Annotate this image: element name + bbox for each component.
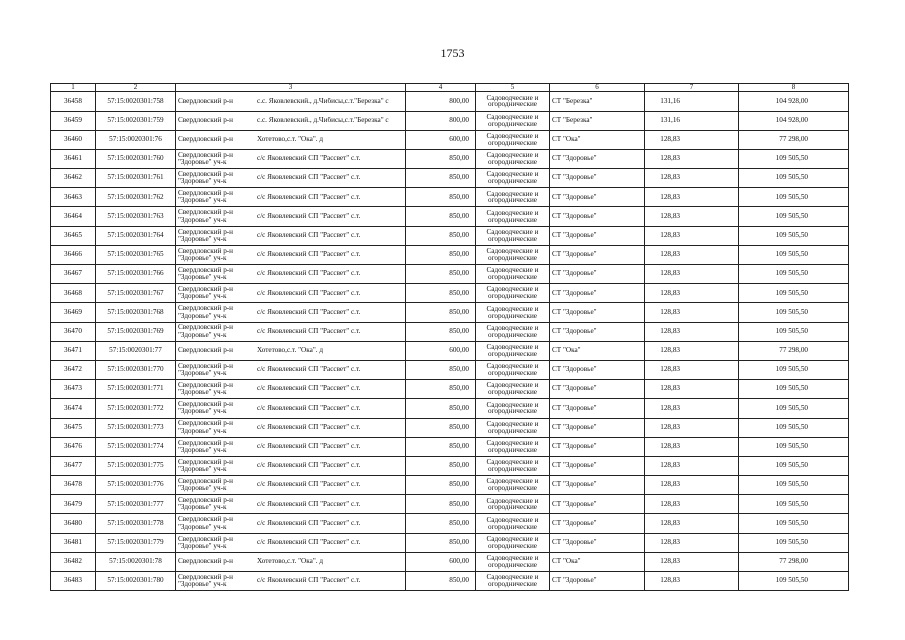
- table-row: [51, 456, 849, 475]
- row-number-cell: 36470: [51, 322, 96, 341]
- address-text: с/с Яковлевский СП "Рассвет" с.т.: [257, 155, 361, 163]
- district-text: Свердловский р-н "Здоровье" уч-к: [178, 572, 234, 589]
- rate-cell: 128,83: [645, 265, 739, 284]
- cadastral-value-cell: 109 505,50: [739, 476, 849, 495]
- column-header: 5: [476, 84, 550, 92]
- rate-cell: 128,83: [645, 284, 739, 303]
- location-cell: [176, 514, 406, 533]
- location-cell: [176, 552, 406, 571]
- table-row: [51, 245, 849, 264]
- cadastral-number-cell: 57:15:0020301:773: [96, 418, 176, 437]
- cadastral-number-cell: 57:15:0020301:769: [96, 322, 176, 341]
- land-use-cell: Садоводческие и огороднические: [476, 476, 550, 495]
- address-text: с/с Яковлевский СП "Рассвет" с.т.: [257, 443, 361, 451]
- address-text: с/с Яковлевский СП "Рассвет" с.т.: [257, 327, 361, 335]
- area-cell: 850,00: [406, 418, 476, 437]
- row-number-cell: 36463: [51, 188, 96, 207]
- cadastral-number-cell: 57:15:0020301:762: [96, 188, 176, 207]
- rate-cell: 128,83: [645, 418, 739, 437]
- address-text: Хотетово,с.т. "Ока". д: [257, 136, 324, 144]
- organization-cell: СТ "Здоровье": [550, 456, 645, 475]
- land-use-cell: Садоводческие и огороднические: [476, 226, 550, 245]
- table-row: [51, 418, 849, 437]
- table-row: [51, 188, 849, 207]
- table-row: [51, 533, 849, 552]
- rate-cell: 128,83: [645, 572, 739, 591]
- location-cell: [176, 265, 406, 284]
- location-cell: [176, 456, 406, 475]
- land-use-cell: Садоводческие и огороднические: [476, 245, 550, 264]
- table-row: [51, 226, 849, 245]
- land-use-cell: Садоводческие и огороднические: [476, 265, 550, 284]
- address-text: с/с Яковлевский СП "Рассвет" с.т.: [257, 212, 361, 220]
- area-cell: 600,00: [406, 552, 476, 571]
- land-use-cell: Садоводческие и огороднические: [476, 495, 550, 514]
- cadastral-number-cell: 57:15:0020301:768: [96, 303, 176, 322]
- land-use-cell: Садоводческие и огороднические: [476, 130, 550, 149]
- land-use-cell: Садоводческие и огороднические: [476, 360, 550, 379]
- cadastral-value-cell: 109 505,50: [739, 188, 849, 207]
- row-number-cell: 36473: [51, 380, 96, 399]
- organization-cell: СТ "Здоровье": [550, 514, 645, 533]
- location-cell: [176, 92, 406, 111]
- cadastral-number-cell: 57:15:0020301:776: [96, 476, 176, 495]
- address-text: с/с Яковлевский СП "Рассвет" с.т.: [257, 577, 361, 585]
- area-cell: 850,00: [406, 265, 476, 284]
- organization-cell: СТ "Здоровье": [550, 360, 645, 379]
- row-number-cell: 36477: [51, 456, 96, 475]
- organization-cell: СТ "Здоровье": [550, 572, 645, 591]
- area-cell: 850,00: [406, 533, 476, 552]
- district-text: Свердловский р-н "Здоровье" уч-к: [178, 169, 234, 186]
- table-row: [51, 111, 849, 130]
- column-header: 6: [550, 84, 645, 92]
- land-use-cell: Садоводческие и огороднические: [476, 303, 550, 322]
- row-number-cell: 36460: [51, 130, 96, 149]
- land-use-cell: Садоводческие и огороднические: [476, 399, 550, 418]
- rate-cell: 128,83: [645, 533, 739, 552]
- area-cell: 850,00: [406, 456, 476, 475]
- cadastral-number-cell: 57:15:0020301:78: [96, 552, 176, 571]
- cadastral-value-cell: 109 505,50: [739, 495, 849, 514]
- organization-cell: СТ "Здоровье": [550, 265, 645, 284]
- column-header: 8: [739, 84, 849, 92]
- rate-cell: 128,83: [645, 303, 739, 322]
- land-use-cell: Садоводческие и огороднические: [476, 456, 550, 475]
- table-row: [51, 149, 849, 168]
- rate-cell: 128,83: [645, 130, 739, 149]
- cadastral-value-cell: 109 505,50: [739, 437, 849, 456]
- land-use-cell: Садоводческие и огороднические: [476, 284, 550, 303]
- rate-cell: 128,83: [645, 245, 739, 264]
- cadastral-value-cell: 109 505,50: [739, 265, 849, 284]
- row-number-cell: 36481: [51, 533, 96, 552]
- rate-cell: 128,83: [645, 514, 739, 533]
- cadastral-number-cell: 57:15:0020301:780: [96, 572, 176, 591]
- table-row: [51, 552, 849, 571]
- column-header: 2: [96, 84, 176, 92]
- organization-cell: СТ "Здоровье": [550, 207, 645, 226]
- location-cell: [176, 284, 406, 303]
- organization-cell: СТ "Ока": [550, 552, 645, 571]
- row-number-cell: 36478: [51, 476, 96, 495]
- area-cell: 800,00: [406, 92, 476, 111]
- cadastral-value-cell: 109 505,50: [739, 456, 849, 475]
- area-cell: 850,00: [406, 572, 476, 591]
- location-cell: [176, 380, 406, 399]
- organization-cell: СТ "Здоровье": [550, 284, 645, 303]
- address-text: с/с Яковлевский СП "Рассвет" с.т.: [257, 308, 361, 316]
- location-cell: [176, 533, 406, 552]
- row-number-cell: 36465: [51, 226, 96, 245]
- land-use-cell: Садоводческие и огороднические: [476, 380, 550, 399]
- location-cell: [176, 245, 406, 264]
- table-row: [51, 399, 849, 418]
- area-cell: 850,00: [406, 495, 476, 514]
- cadastral-number-cell: 57:15:0020301:779: [96, 533, 176, 552]
- area-cell: 850,00: [406, 303, 476, 322]
- column-header: 4: [406, 84, 476, 92]
- organization-cell: СТ "Ока": [550, 341, 645, 360]
- location-cell: [176, 303, 406, 322]
- area-cell: 850,00: [406, 169, 476, 188]
- district-text: Свердловский р-н "Здоровье" уч-к: [178, 534, 234, 550]
- area-cell: 600,00: [406, 130, 476, 149]
- rate-cell: 128,83: [645, 437, 739, 456]
- row-number-cell: 36471: [51, 341, 96, 360]
- district-text: Свердловский р-н: [178, 557, 234, 566]
- table-row: [51, 360, 849, 379]
- cadastral-value-cell: 109 505,50: [739, 514, 849, 533]
- table-row: [51, 495, 849, 514]
- location-cell: [176, 111, 406, 130]
- column-header: 3: [176, 84, 406, 92]
- organization-cell: СТ "Здоровье": [550, 380, 645, 399]
- cadastral-number-cell: 57:15:0020301:778: [96, 514, 176, 533]
- rate-cell: 128,83: [645, 399, 739, 418]
- cadastral-number-cell: 57:15:0020301:763: [96, 207, 176, 226]
- rate-cell: 128,83: [645, 476, 739, 495]
- district-text: Свердловский р-н "Здоровье" уч-к: [178, 265, 234, 282]
- area-cell: 800,00: [406, 111, 476, 130]
- rate-cell: 128,83: [645, 149, 739, 168]
- cadastral-value-cell: 109 505,50: [739, 207, 849, 226]
- area-cell: 850,00: [406, 284, 476, 303]
- rate-cell: 128,83: [645, 226, 739, 245]
- organization-cell: СТ "Здоровье": [550, 303, 645, 322]
- area-cell: 850,00: [406, 322, 476, 341]
- land-use-cell: Садоводческие и огороднические: [476, 149, 550, 168]
- land-use-cell: Садоводческие и огороднические: [476, 111, 550, 130]
- organization-cell: СТ "Здоровье": [550, 437, 645, 456]
- table-row: [51, 92, 849, 111]
- table-row: [51, 130, 849, 149]
- address-text: с/с Яковлевский СП "Рассвет" с.т.: [257, 462, 361, 470]
- land-use-cell: Садоводческие и огороднические: [476, 207, 550, 226]
- table-row: [51, 572, 849, 591]
- area-cell: 850,00: [406, 360, 476, 379]
- address-text: с/с Яковлевский СП "Рассвет" с.т.: [257, 270, 361, 278]
- cadastral-value-cell: 77 298,00: [739, 130, 849, 149]
- cadastral-value-cell: 109 505,50: [739, 533, 849, 552]
- table-row: [51, 303, 849, 322]
- row-number-cell: 36472: [51, 360, 96, 379]
- land-use-cell: Садоводческие и огороднические: [476, 437, 550, 456]
- land-use-cell: Садоводческие и огороднические: [476, 322, 550, 341]
- area-cell: 850,00: [406, 514, 476, 533]
- row-number-cell: 36474: [51, 399, 96, 418]
- organization-cell: СТ "Здоровье": [550, 169, 645, 188]
- address-text: Хотетово,с.т. "Ока". д: [257, 558, 324, 566]
- district-text: Свердловский р-н "Здоровье" уч-к: [178, 323, 234, 339]
- area-cell: 600,00: [406, 341, 476, 360]
- location-cell: [176, 495, 406, 514]
- address-text: с/с Яковлевский СП "Рассвет" с.т.: [257, 385, 361, 393]
- district-text: Свердловский р-н "Здоровье" уч-к: [178, 496, 234, 512]
- address-text: с/с Яковлевский СП "Рассвет" с.т.: [257, 404, 361, 412]
- cadastral-value-cell: 109 505,50: [739, 284, 849, 303]
- district-text: Свердловский р-н "Здоровье" уч-к: [178, 476, 234, 493]
- table-row: [51, 476, 849, 495]
- district-text: Свердловский р-н "Здоровье" уч-к: [178, 304, 234, 320]
- cadastral-value-cell: 109 505,50: [739, 380, 849, 399]
- cadastral-value-cell: 109 505,50: [739, 303, 849, 322]
- cadastral-value-cell: 104 928,00: [739, 92, 849, 111]
- area-cell: 850,00: [406, 207, 476, 226]
- district-text: Свердловский р-н "Здоровье" уч-к: [178, 438, 234, 454]
- column-header: 1: [51, 84, 96, 92]
- area-cell: 850,00: [406, 380, 476, 399]
- organization-cell: СТ "Здоровье": [550, 322, 645, 341]
- land-use-cell: Садоводческие и огороднические: [476, 188, 550, 207]
- district-text: Свердловский р-н "Здоровье" уч-к: [178, 361, 234, 378]
- row-number-cell: 36483: [51, 572, 96, 591]
- organization-cell: СТ "Ока": [550, 130, 645, 149]
- register-table: [50, 83, 849, 591]
- address-text: Хотетово,с.т. "Ока". д: [257, 347, 324, 355]
- page-number: 1753: [440, 46, 465, 60]
- rate-cell: 128,83: [645, 188, 739, 207]
- table-row: [51, 341, 849, 360]
- district-text: Свердловский р-н "Здоровье" уч-к: [178, 227, 234, 243]
- area-cell: 850,00: [406, 399, 476, 418]
- area-cell: 850,00: [406, 188, 476, 207]
- district-text: Свердловский р-н "Здоровье" уч-к: [178, 189, 234, 205]
- table-row: [51, 322, 849, 341]
- rate-cell: 131,16: [645, 92, 739, 111]
- address-text: с/с Яковлевский СП "Рассвет" с.т.: [257, 519, 361, 527]
- address-text: с/с Яковлевский СП "Рассвет" с.т.: [257, 500, 361, 508]
- district-text: Свердловский р-н "Здоровье" уч-к: [178, 419, 234, 435]
- district-text: Свердловский р-н "Здоровье" уч-к: [178, 150, 234, 166]
- column-header: 7: [645, 84, 739, 92]
- organization-cell: СТ "Здоровье": [550, 149, 645, 168]
- cadastral-number-cell: 57:15:0020301:765: [96, 245, 176, 264]
- cadastral-value-cell: 77 298,00: [739, 341, 849, 360]
- row-number-cell: 36458: [51, 92, 96, 111]
- address-text: с.с. Яковлевский., д.Чибисы,с.т."Березка" с: [257, 116, 389, 124]
- rate-cell: 128,83: [645, 495, 739, 514]
- area-cell: 850,00: [406, 226, 476, 245]
- land-use-cell: Садоводческие и огороднические: [476, 533, 550, 552]
- land-use-cell: Садоводческие и огороднические: [476, 169, 550, 188]
- location-cell: [176, 437, 406, 456]
- organization-cell: СТ "Здоровье": [550, 418, 645, 437]
- cadastral-number-cell: 57:15:0020301:758: [96, 92, 176, 111]
- location-cell: [176, 360, 406, 379]
- table-row: [51, 514, 849, 533]
- address-text: с/с Яковлевский СП "Рассвет" с.т.: [257, 289, 361, 297]
- district-text: Свердловский р-н "Здоровье" уч-к: [178, 285, 234, 301]
- location-cell: [176, 226, 406, 245]
- cadastral-value-cell: 109 505,50: [739, 169, 849, 188]
- table-row: [51, 265, 849, 284]
- organization-cell: СТ "Здоровье": [550, 188, 645, 207]
- location-cell: [176, 572, 406, 591]
- address-text: с/с Яковлевский СП "Рассвет" с.т.: [257, 174, 361, 182]
- district-text: Свердловский р-н: [178, 96, 234, 105]
- rate-cell: 128,83: [645, 552, 739, 571]
- cadastral-value-cell: 109 505,50: [739, 418, 849, 437]
- row-number-cell: 36464: [51, 207, 96, 226]
- location-cell: [176, 476, 406, 495]
- location-cell: [176, 149, 406, 168]
- cadastral-number-cell: 57:15:0020301:761: [96, 169, 176, 188]
- row-number-cell: 36466: [51, 245, 96, 264]
- cadastral-number-cell: 57:15:0020301:76: [96, 130, 176, 149]
- organization-cell: СТ "Здоровье": [550, 226, 645, 245]
- row-number-cell: 36482: [51, 552, 96, 571]
- area-cell: 850,00: [406, 149, 476, 168]
- row-number-cell: 36468: [51, 284, 96, 303]
- table-body: [51, 92, 849, 591]
- district-text: Свердловский р-н "Здоровье" уч-к: [178, 515, 234, 531]
- location-cell: [176, 188, 406, 207]
- table-row: [51, 207, 849, 226]
- cadastral-number-cell: 57:15:0020301:777: [96, 495, 176, 514]
- rate-cell: 128,83: [645, 380, 739, 399]
- rate-cell: 128,83: [645, 207, 739, 226]
- row-number-cell: 36462: [51, 169, 96, 188]
- district-text: Свердловский р-н "Здоровье" уч-к: [178, 246, 234, 262]
- row-number-cell: 36476: [51, 437, 96, 456]
- rate-cell: 128,83: [645, 169, 739, 188]
- cadastral-number-cell: 57:15:0020301:772: [96, 399, 176, 418]
- table-row: [51, 437, 849, 456]
- district-text: Свердловский р-н: [178, 346, 234, 355]
- district-text: Свердловский р-н: [178, 135, 234, 144]
- district-text: Свердловский р-н: [178, 116, 234, 125]
- rate-cell: 128,83: [645, 341, 739, 360]
- row-number-cell: 36479: [51, 495, 96, 514]
- cadastral-number-cell: 57:15:0020301:760: [96, 149, 176, 168]
- cadastral-value-cell: 104 928,00: [739, 111, 849, 130]
- cadastral-number-cell: 57:15:0020301:770: [96, 360, 176, 379]
- district-text: Свердловский р-н "Здоровье" уч-к: [178, 400, 234, 416]
- organization-cell: СТ "Березка": [550, 111, 645, 130]
- cadastral-number-cell: 57:15:0020301:766: [96, 265, 176, 284]
- address-text: с/с Яковлевский СП "Рассвет" с.т.: [257, 231, 361, 239]
- row-number-cell: 36480: [51, 514, 96, 533]
- district-text: Свердловский р-н "Здоровье" уч-к: [178, 381, 234, 397]
- rate-cell: 128,83: [645, 322, 739, 341]
- address-text: с/с Яковлевский СП "Рассвет" с.т.: [257, 193, 361, 201]
- location-cell: [176, 399, 406, 418]
- cadastral-value-cell: 109 505,50: [739, 360, 849, 379]
- land-use-cell: Садоводческие и огороднические: [476, 552, 550, 571]
- land-use-cell: Садоводческие и огороднические: [476, 418, 550, 437]
- cadastral-value-cell: 109 505,50: [739, 245, 849, 264]
- land-use-cell: Садоводческие и огороднические: [476, 572, 550, 591]
- address-text: с.с. Яковлевский., д.Чибисы,с.т."Березка" с: [257, 97, 389, 105]
- cadastral-number-cell: 57:15:0020301:77: [96, 341, 176, 360]
- rate-cell: 128,83: [645, 360, 739, 379]
- address-text: с/с Яковлевский СП "Рассвет" с.т.: [257, 251, 361, 259]
- location-cell: [176, 341, 406, 360]
- organization-cell: СТ "Здоровье": [550, 399, 645, 418]
- land-use-cell: Садоводческие и огороднические: [476, 92, 550, 111]
- organization-cell: СТ "Здоровье": [550, 245, 645, 264]
- land-use-cell: Садоводческие и огороднические: [476, 341, 550, 360]
- location-cell: [176, 322, 406, 341]
- address-text: с/с Яковлевский СП "Рассвет" с.т.: [257, 366, 361, 374]
- area-cell: 850,00: [406, 476, 476, 495]
- address-text: с/с Яковлевский СП "Рассвет" с.т.: [257, 423, 361, 431]
- location-cell: [176, 418, 406, 437]
- cadastral-value-cell: 109 505,50: [739, 572, 849, 591]
- rate-cell: 131,16: [645, 111, 739, 130]
- address-text: с/с Яковлевский СП "Рассвет" с.т.: [257, 538, 361, 546]
- location-cell: [176, 130, 406, 149]
- row-number-cell: 36469: [51, 303, 96, 322]
- cadastral-number-cell: 57:15:0020301:775: [96, 456, 176, 475]
- land-use-cell: Садоводческие и огороднические: [476, 514, 550, 533]
- address-text: с/с Яковлевский СП "Рассвет" с.т.: [257, 481, 361, 489]
- rate-cell: 128,83: [645, 456, 739, 475]
- table-row: [51, 284, 849, 303]
- location-cell: [176, 207, 406, 226]
- column-number-row: [51, 84, 849, 92]
- district-text: Свердловский р-н "Здоровье" уч-к: [178, 457, 234, 473]
- cadastral-number-cell: 57:15:0020301:759: [96, 111, 176, 130]
- cadastral-value-cell: 109 505,50: [739, 399, 849, 418]
- row-number-cell: 36467: [51, 265, 96, 284]
- table-row: [51, 380, 849, 399]
- cadastral-value-cell: 77 298,00: [739, 552, 849, 571]
- cadastral-value-cell: 109 505,50: [739, 322, 849, 341]
- cadastral-number-cell: 57:15:0020301:771: [96, 380, 176, 399]
- row-number-cell: 36475: [51, 418, 96, 437]
- cadastral-number-cell: 57:15:0020301:774: [96, 437, 176, 456]
- row-number-cell: 36461: [51, 149, 96, 168]
- table-row: [51, 169, 849, 188]
- cadastral-value-cell: 109 505,50: [739, 149, 849, 168]
- organization-cell: СТ "Здоровье": [550, 533, 645, 552]
- district-text: Свердловский р-н "Здоровье" уч-к: [178, 208, 234, 224]
- area-cell: 850,00: [406, 245, 476, 264]
- cadastral-number-cell: 57:15:0020301:764: [96, 226, 176, 245]
- area-cell: 850,00: [406, 437, 476, 456]
- organization-cell: СТ "Здоровье": [550, 495, 645, 514]
- organization-cell: СТ "Березка": [550, 92, 645, 111]
- organization-cell: СТ "Здоровье": [550, 476, 645, 495]
- cadastral-value-cell: 109 505,50: [739, 226, 849, 245]
- cadastral-number-cell: 57:15:0020301:767: [96, 284, 176, 303]
- row-number-cell: 36459: [51, 111, 96, 130]
- location-cell: [176, 169, 406, 188]
